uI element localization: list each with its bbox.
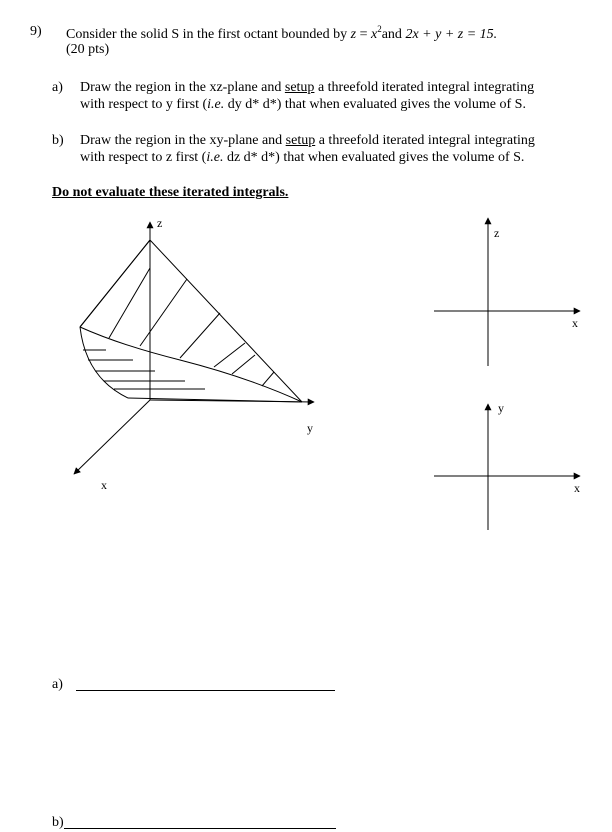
part-a-ie: i.e. [207,97,225,112]
part-a-text2-cont: dy d* d*) that when evaluated gives the volume of S. [224,97,526,112]
parabolic-curve [80,327,128,398]
surface1-eq: = [356,27,371,42]
sketch-3d [74,222,314,474]
part-b-text-cont: a threefold iterated integral integrating [315,133,535,148]
xy-y-label: y [498,401,504,415]
hatch-v [232,355,255,374]
plane-left-edge [80,240,150,327]
part-a-label: a) [52,80,63,95]
part-a-text2: with respect to y first ( [80,97,208,112]
part-b-text2-cont: dz d* d*) that when evaluated gives the volume of S. [223,150,525,165]
surface-joiner: and [381,27,402,42]
part-b-setup: setup [285,133,316,148]
answer-b-line[interactable] [64,828,336,829]
part-b-ie: i.e. [206,150,224,165]
axes-xy [434,404,580,530]
sketch-z-label: z [157,216,163,230]
x-axis [74,400,150,474]
instruction: Do not evaluate these iterated integrals. [52,185,289,200]
xy-x-label: x [574,481,580,495]
answer-a-line[interactable] [76,690,335,691]
surface1-rhs: x [371,27,378,42]
xz-z-label: z [494,226,500,240]
hatch-v [140,279,187,346]
answer-b-label: b) [52,815,64,830]
surface2-equation: 2x + y + z = 15. [405,27,498,42]
part-a-setup: setup [284,80,315,95]
axes-xz [434,218,580,366]
part-b-text: Draw the region in the xy-plane and [80,133,286,148]
part-b-label: b) [52,133,64,148]
sketch-x-label: x [101,478,107,492]
question-number: 9) [30,24,42,39]
part-b-text2: with respect to z first ( [80,150,207,165]
answer-a-label: a) [52,677,63,692]
hatch-v [262,372,274,386]
hatch-v [180,313,220,358]
sketch-y-label: y [307,421,313,435]
intro-text: Consider the solid S in the first octant bounded by [66,27,348,42]
surface1-exponent: 2 [377,24,382,34]
hatch-v [109,268,150,338]
part-a-text-cont: a threefold iterated integral integrating [314,80,535,95]
part-a-text: Draw the region in the xz-plane and [80,80,285,95]
intersection-curve [80,327,302,402]
xz-x-label: x [572,316,578,330]
question-points: (20 pts) [66,42,110,57]
hatch-v [214,343,245,367]
surface1-lhs: z [350,27,357,42]
